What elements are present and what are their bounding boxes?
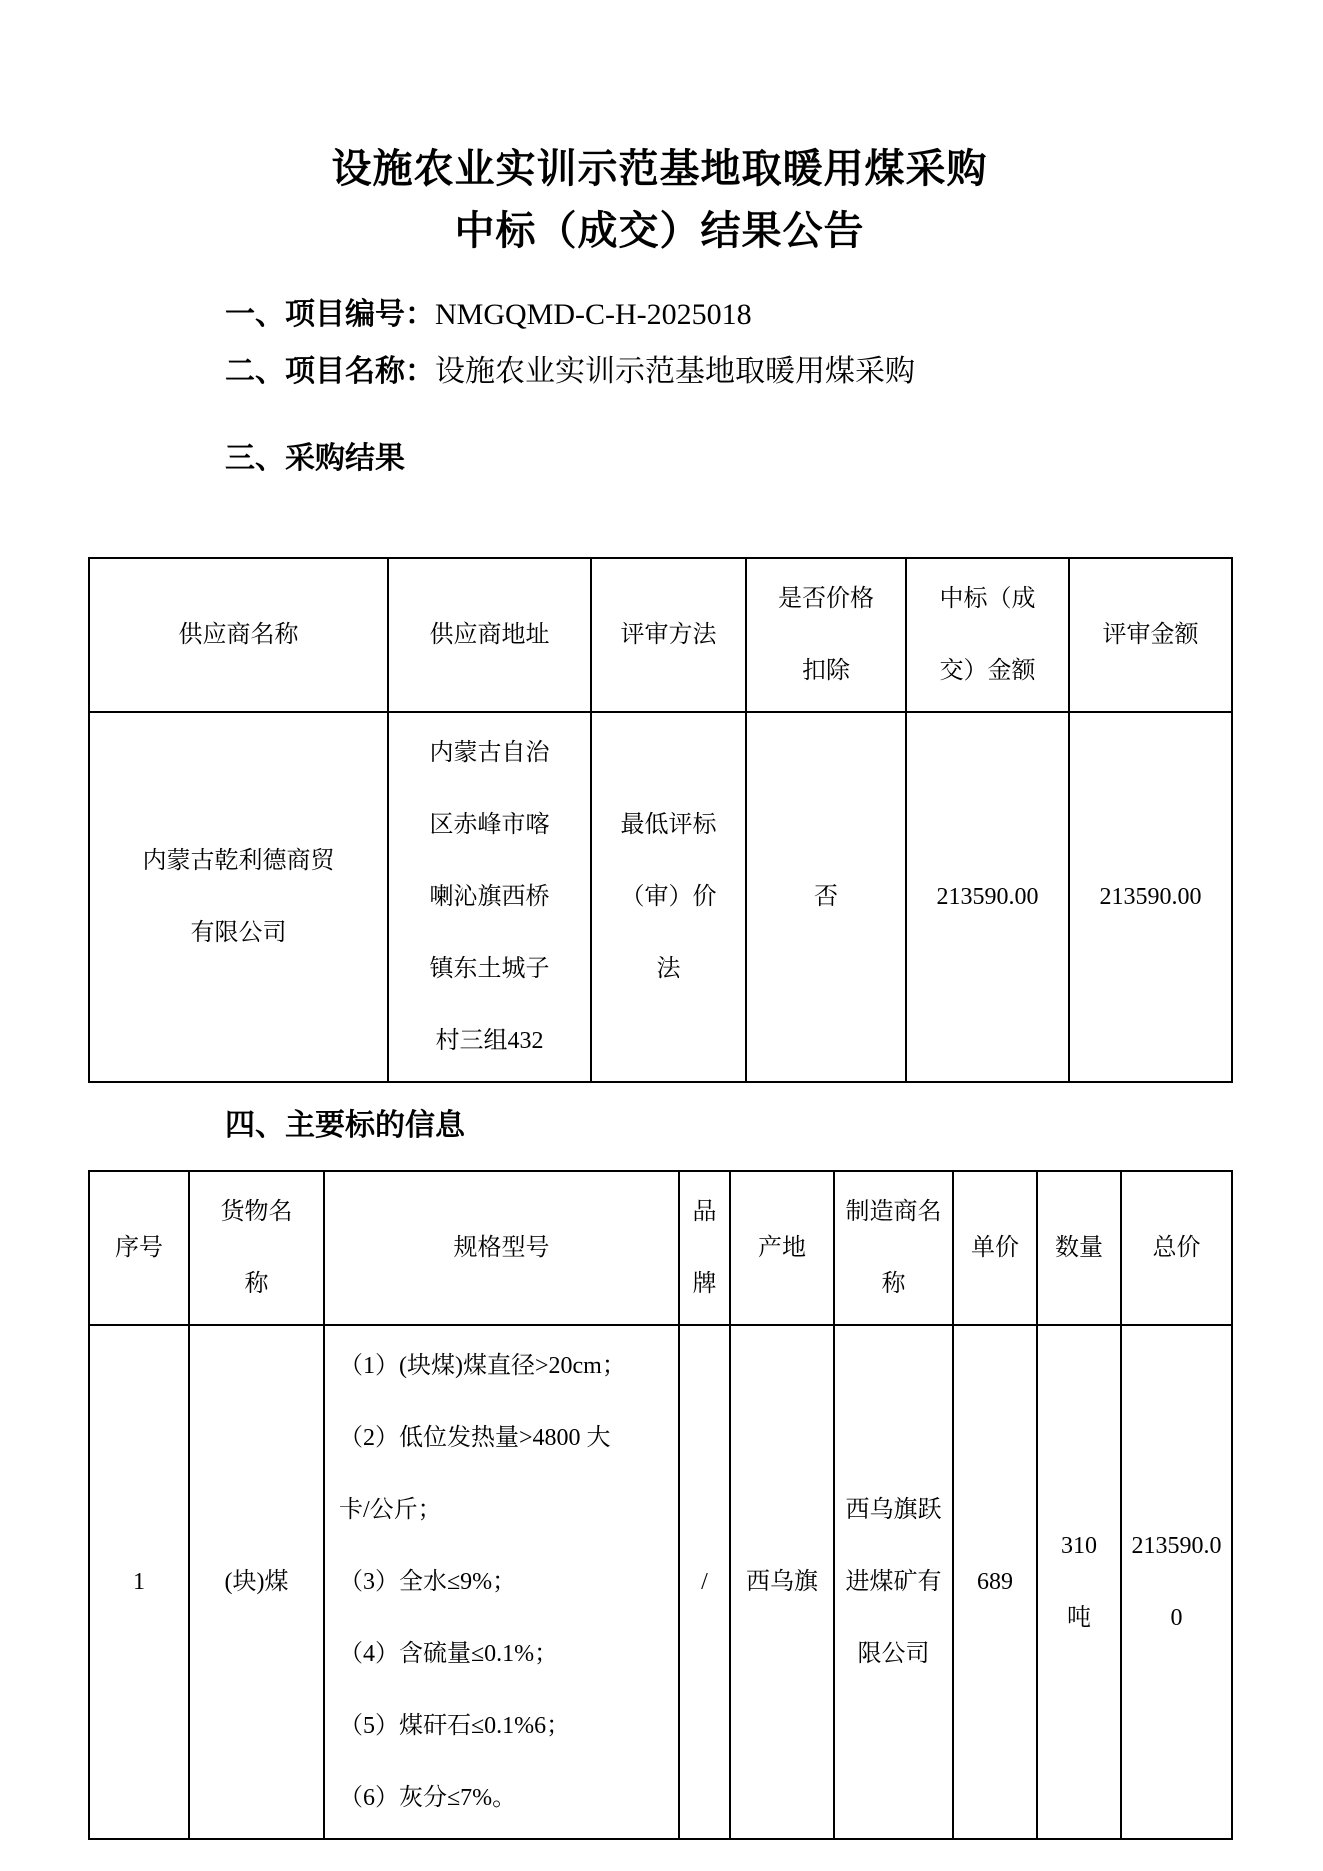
supplier-address-cell: 内蒙古自治区赤峰市喀喇沁旗西桥镇东土城子村三组432 — [388, 712, 591, 1082]
evaluation-method-cell: 最低评标（审）价法 — [591, 712, 746, 1082]
spec-item: （6）灰分≤7%。 — [339, 1785, 517, 1811]
spec-item: （2）低位发热量>4800 大卡/公斤； — [339, 1425, 611, 1523]
project-number-value: NMGQMD-C-H-2025018 — [435, 298, 752, 331]
spec-list — [339, 1330, 639, 1834]
header-evaluation-method: 评审方法 — [591, 558, 746, 712]
subject-info-data-row — [89, 1325, 1232, 1839]
project-number-label: 一、项目编号： — [225, 297, 435, 332]
evaluation-amount-cell: 213590.00 — [1069, 712, 1232, 1082]
project-name-label: 二、项目名称： — [225, 354, 435, 389]
header-goods-name: 货物名称 — [189, 1171, 324, 1325]
project-name-line — [225, 343, 1231, 400]
procurement-result-data-row — [89, 712, 1232, 1082]
specification-cell — [324, 1325, 679, 1839]
spec-item: （5）煤矸石≤0.1%6； — [339, 1713, 571, 1739]
subject-info-header-row — [89, 1171, 1232, 1325]
document-intro-items — [88, 286, 1231, 487]
goods-name-cell: (块)煤 — [189, 1325, 324, 1839]
price-deduction-cell: 否 — [746, 712, 906, 1082]
subject-info-table — [88, 1170, 1233, 1840]
section-heading-subject-info: 四、主要标的信息 — [225, 1108, 465, 1143]
project-number-line — [225, 286, 1231, 343]
header-serial-number: 序号 — [89, 1171, 189, 1325]
project-name-value: 设施农业实训示范基地取暖用煤采购 — [435, 355, 915, 388]
quantity-cell: 310 吨 — [1037, 1325, 1121, 1839]
unit-price-cell: 689 — [953, 1325, 1037, 1839]
total-price-cell: 213590.00 — [1121, 1325, 1232, 1839]
header-brand: 品牌 — [679, 1171, 730, 1325]
serial-number-cell: 1 — [89, 1325, 189, 1839]
procurement-result-table — [88, 557, 1233, 1083]
header-award-amount: 中标（成交）金额 — [906, 558, 1069, 712]
spec-item: （1）(块煤)煤直径>20cm； — [339, 1353, 626, 1379]
document-title-line1: 设施农业实训示范基地取暖用煤采购 — [331, 146, 988, 192]
spec-item: （3）全水≤9%； — [339, 1569, 517, 1595]
header-quantity: 数量 — [1037, 1171, 1121, 1325]
section-heading-procurement-result: 三、采购结果 — [225, 441, 405, 476]
header-evaluation-amount: 评审金额 — [1069, 558, 1232, 712]
brand-cell: / — [679, 1325, 730, 1839]
header-manufacturer: 制造商名称 — [834, 1171, 953, 1325]
procurement-result-header-row — [89, 558, 1232, 712]
header-origin: 产地 — [730, 1171, 834, 1325]
header-supplier-name: 供应商名称 — [89, 558, 388, 712]
header-price-deduction: 是否价格扣除 — [746, 558, 906, 712]
header-unit-price: 单价 — [953, 1171, 1037, 1325]
header-supplier-address: 供应商地址 — [388, 558, 591, 712]
manufacturer-cell: 西乌旗跃进煤矿有限公司 — [834, 1325, 953, 1839]
document-title-line2: 中标（成交）结果公告 — [454, 208, 865, 254]
supplier-name-cell: 内蒙古乾利德商贸有限公司 — [89, 712, 388, 1082]
award-amount-cell: 213590.00 — [906, 712, 1069, 1082]
spec-item: （4）含硫量≤0.1%； — [339, 1641, 559, 1667]
header-specification: 规格型号 — [324, 1171, 679, 1325]
header-total-price: 总价 — [1121, 1171, 1232, 1325]
origin-cell: 西乌旗 — [730, 1325, 834, 1839]
